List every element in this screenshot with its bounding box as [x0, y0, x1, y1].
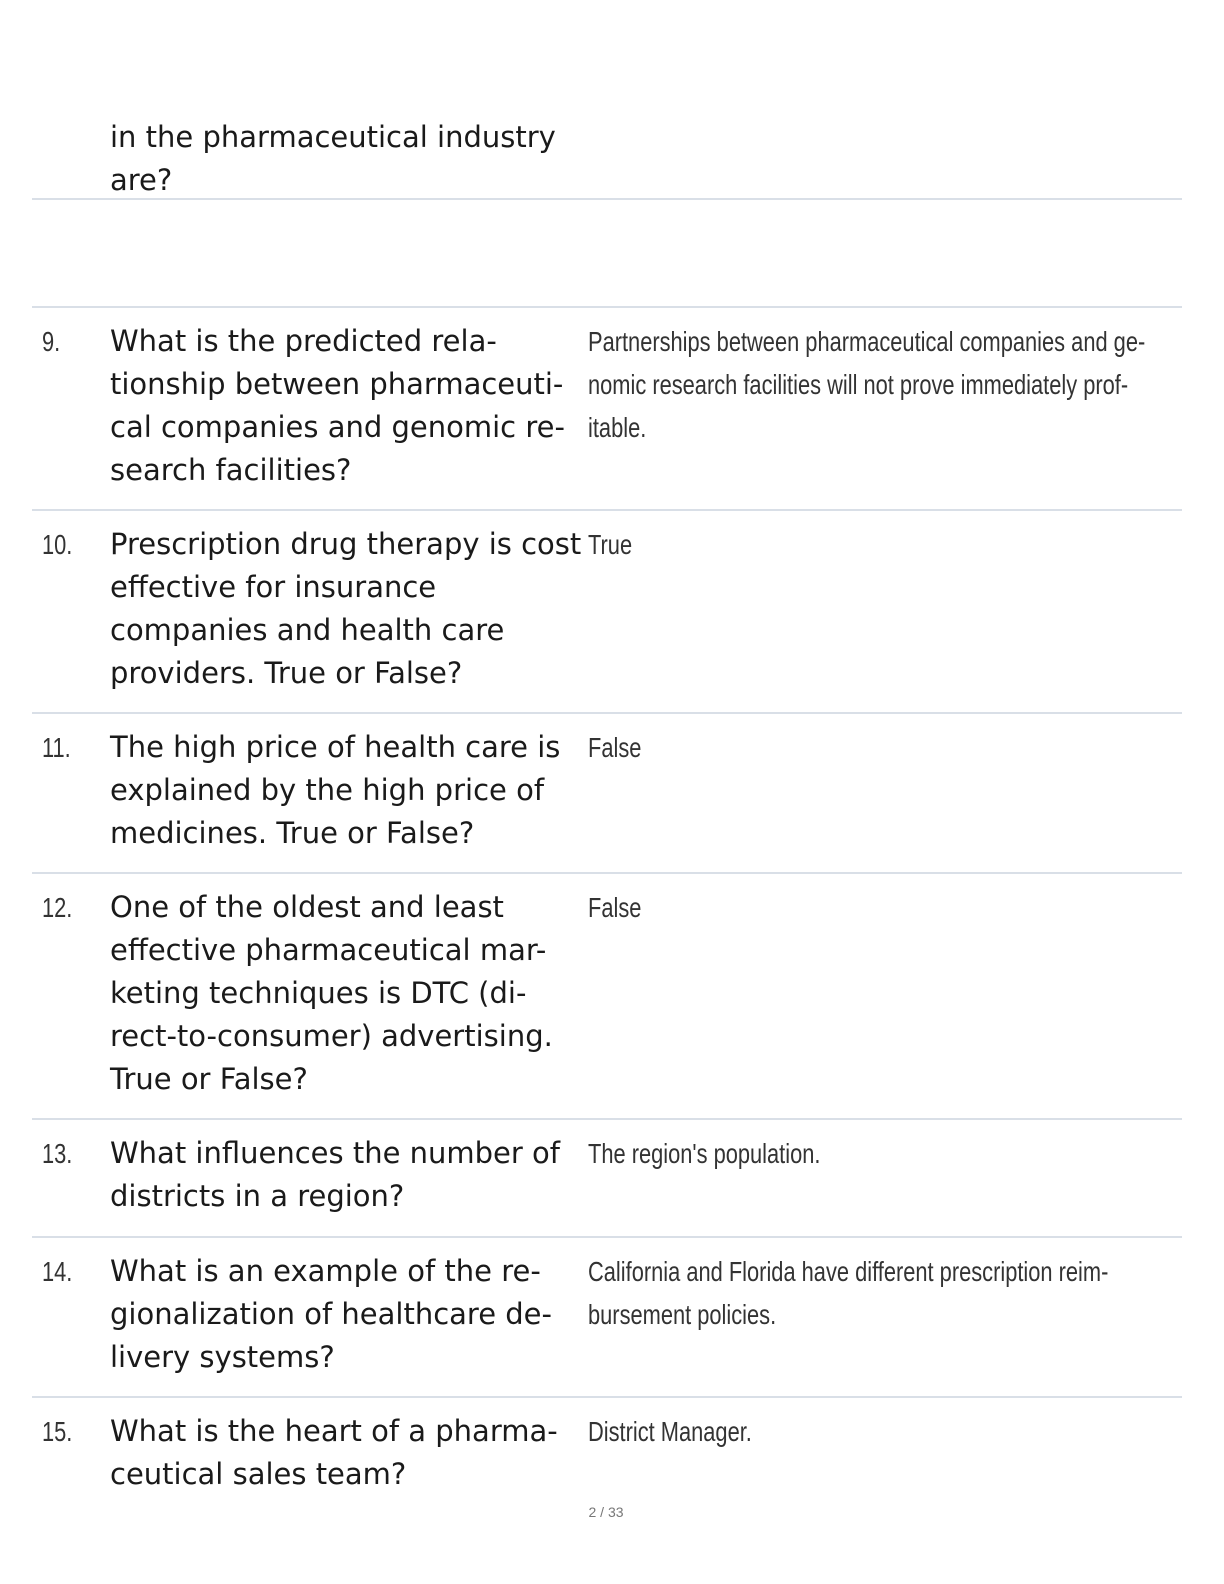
- continued-question-text: in the pharmaceutical industry are?: [110, 120, 556, 197]
- row-divider: [32, 306, 1182, 308]
- answer-text: The region's population.: [588, 1138, 821, 1169]
- row-divider: [32, 1236, 1182, 1238]
- question-text: What is the heart of a pharma-ceutical sales team?: [110, 1414, 558, 1491]
- question-number: 9.: [42, 326, 61, 357]
- page-indicator: 2 / 33: [588, 1504, 624, 1520]
- row-divider: [32, 509, 1182, 511]
- answer-text: False: [588, 732, 642, 763]
- answer-text: False: [588, 892, 642, 923]
- row-divider: [32, 1396, 1182, 1398]
- question-text: What is an example of the re-gionalization of healthcare de-livery systems?: [110, 1254, 552, 1374]
- question-text: The high price of health care is explained by the high price of medicines. True or False?: [110, 730, 561, 850]
- question-text: Prescription drug therapy is cost effective for insurance companies and health care providers. True or False?: [110, 527, 582, 690]
- question-number: 11.: [42, 732, 71, 763]
- row-divider: [32, 1118, 1182, 1120]
- question-text: What is the predicted rela-tionship between pharmaceuti-cal companies and genomic re-search facilities?: [110, 324, 565, 487]
- question-number: 10.: [42, 529, 73, 560]
- answer-text: Partnerships between pharmaceutical companies and ge-nomic research facilities will not prove immediately prof-itable.: [588, 326, 1146, 443]
- question-text: What influences the number of districts in a region?: [110, 1136, 560, 1213]
- question-number: 13.: [42, 1138, 73, 1169]
- row-divider: [32, 712, 1182, 714]
- question-number: 14.: [42, 1256, 73, 1287]
- answer-text: District Manager.: [588, 1416, 752, 1447]
- question-number: 12.: [42, 892, 73, 923]
- question-number: 15.: [42, 1416, 73, 1447]
- answer-text: California and Florida have different prescription reim-bursement policies.: [588, 1256, 1109, 1330]
- question-text: One of the oldest and least effective pharmaceutical mar-keting techniques is DTC (di-rect-to-consumer) advertising. True or False?: [110, 890, 553, 1096]
- answer-text: True: [588, 529, 633, 560]
- row-divider: [32, 198, 1182, 200]
- row-divider: [32, 872, 1182, 874]
